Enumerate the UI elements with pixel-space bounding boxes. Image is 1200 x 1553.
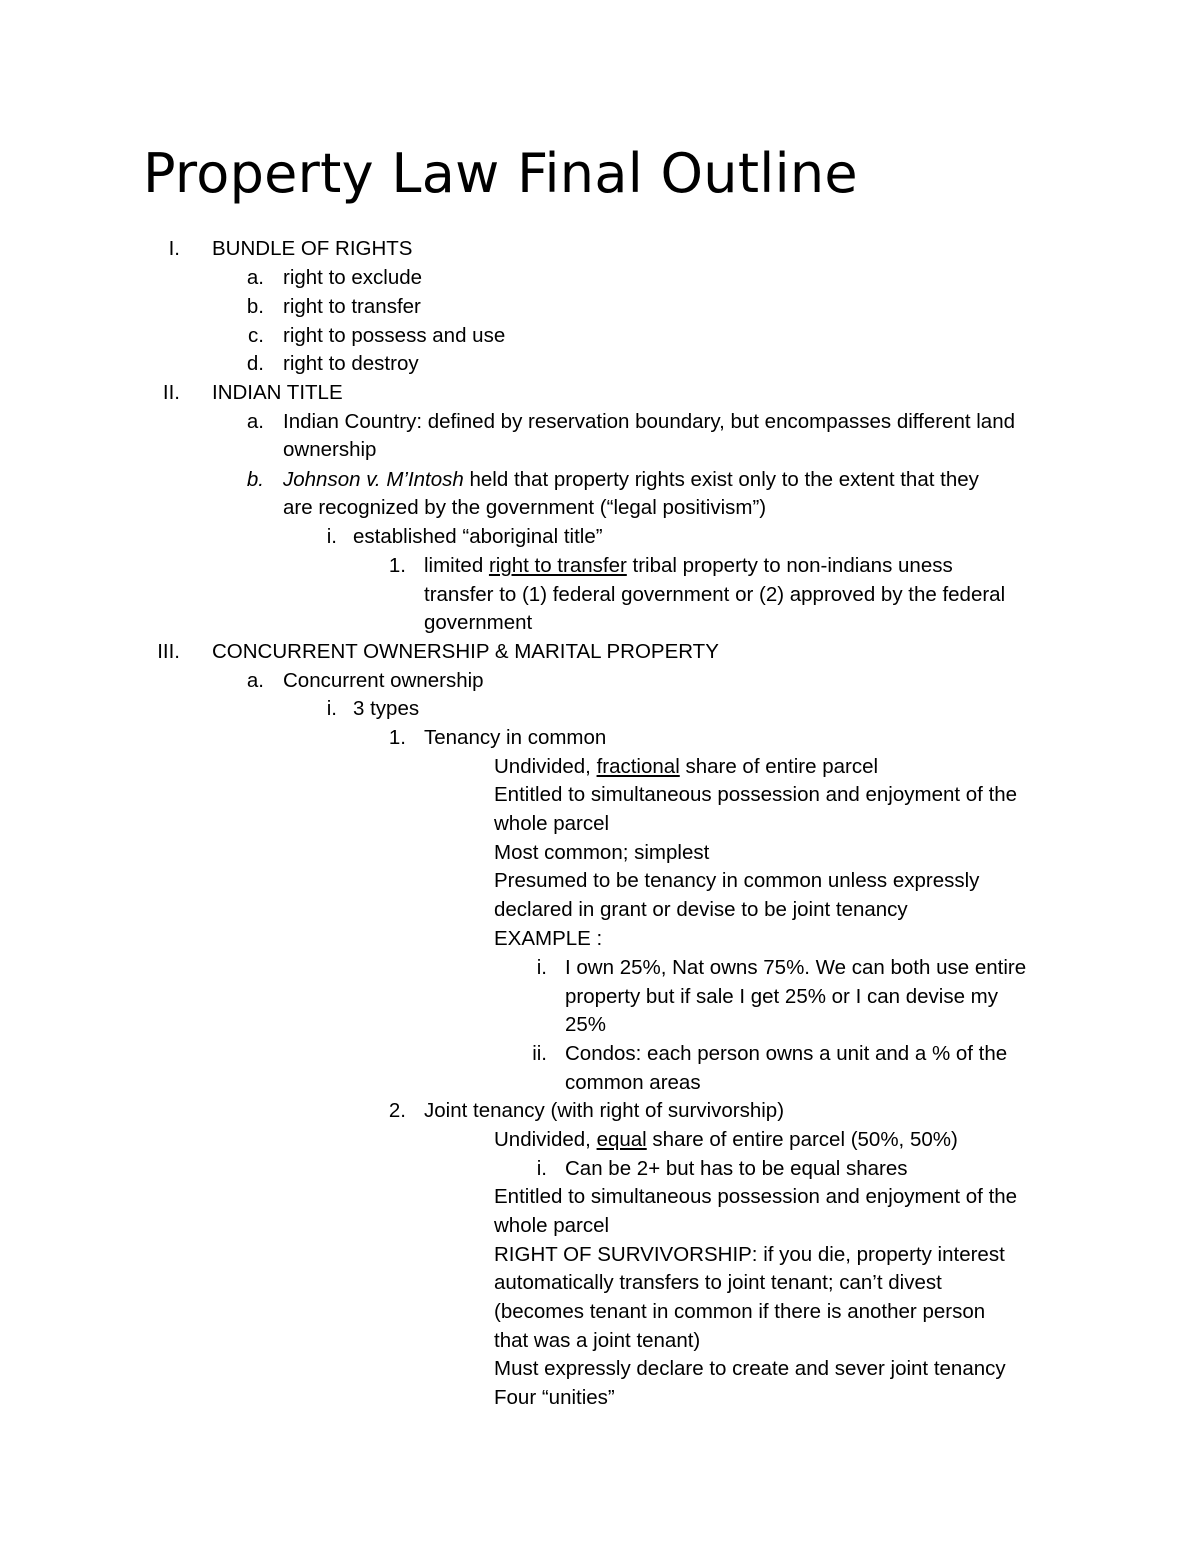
list-marker: 1. <box>388 726 406 749</box>
body-line: that was a joint tenant) <box>494 1329 701 1352</box>
underlined-term: equal <box>596 1128 647 1151</box>
list-item-text: ownership <box>283 438 377 461</box>
body-line: Four “unities” <box>494 1386 615 1409</box>
text-run: Undivided, <box>494 755 597 778</box>
text-run: Undivided, <box>494 1128 597 1151</box>
body-line: whole parcel <box>494 1214 610 1237</box>
text-run: share of entire parcel (50%, 50%) <box>646 1128 958 1151</box>
list-marker: a. <box>246 266 264 289</box>
list-item-text: Condos: each person owns a unit and a % of the <box>565 1042 1008 1065</box>
list-item-text: Can be 2+ but has to be equal shares <box>565 1157 908 1180</box>
list-item-text: established “aboriginal title” <box>353 525 603 548</box>
body-line: Must expressly declare to create and sever joint tenancy <box>494 1357 1006 1380</box>
list-marker: 2. <box>388 1099 406 1122</box>
text-run: share of entire parcel <box>679 755 879 778</box>
list-item: right to transfer <box>283 295 421 318</box>
list-marker: i. <box>536 956 547 979</box>
body-line: RIGHT OF SURVIVORSHIP: if you die, property interest <box>494 1243 1005 1266</box>
body-line: whole parcel <box>494 812 610 835</box>
section-heading: BUNDLE OF RIGHTS <box>212 237 413 260</box>
section-marker: I. <box>168 237 180 260</box>
list-marker: i. <box>536 1157 547 1180</box>
list-marker: a. <box>246 410 264 433</box>
list-marker: d. <box>246 352 264 375</box>
case-holding: held that property rights exist only to the extent that they <box>463 468 979 491</box>
list-marker: ii. <box>532 1042 547 1065</box>
list-item-text <box>283 466 979 495</box>
list-item: right to destroy <box>283 352 419 375</box>
list-marker: b. <box>246 295 264 318</box>
list-marker: b. <box>246 468 264 491</box>
body-line: Most common; simplest <box>494 841 710 864</box>
list-item-text: 3 types <box>353 697 420 720</box>
text-run: tribal property to non-indians uness <box>626 554 953 577</box>
case-name: Johnson v. M’Intosh <box>283 468 464 491</box>
section-marker: II. <box>162 381 180 404</box>
document-title: Property Law Final Outline <box>143 142 858 205</box>
section-heading: INDIAN TITLE <box>212 381 343 404</box>
list-item: right to exclude <box>283 266 423 289</box>
body-line: Presumed to be tenancy in common unless expressly <box>494 869 980 892</box>
section-heading: CONCURRENT OWNERSHIP & MARITAL PROPERTY <box>212 640 719 663</box>
list-marker: i. <box>326 697 337 720</box>
body-line: (becomes tenant in common if there is another person <box>494 1300 986 1323</box>
list-item: right to possess and use <box>283 324 506 347</box>
list-item-text: property but if sale I get 25% or I can devise my <box>565 985 998 1008</box>
list-item-text <box>424 552 953 581</box>
list-marker: c. <box>248 324 264 347</box>
body-line: Entitled to simultaneous possession and enjoyment of the <box>494 783 1018 806</box>
list-marker: a. <box>246 669 264 692</box>
body-line <box>494 1126 958 1155</box>
list-item-text: I own 25%, Nat owns 75%. We can both use entire <box>565 956 1027 979</box>
list-marker: 1. <box>388 554 406 577</box>
list-item-heading: Tenancy in common <box>424 726 607 749</box>
underlined-term: right to transfer <box>488 554 627 577</box>
body-line: declared in grant or devise to be joint tenancy <box>494 898 908 921</box>
list-item-text: are recognized by the government (“legal positivism”) <box>283 496 767 519</box>
list-marker: i. <box>326 525 337 548</box>
text-run: limited <box>424 554 489 577</box>
list-item-text: government <box>424 611 533 634</box>
body-line: EXAMPLE : <box>494 927 603 950</box>
list-item-text: Indian Country: defined by reservation boundary, but encompasses different land <box>283 410 1016 433</box>
list-item-heading: Joint tenancy (with right of survivorship) <box>424 1099 785 1122</box>
body-line: Entitled to simultaneous possession and enjoyment of the <box>494 1185 1018 1208</box>
list-item-text: common areas <box>565 1071 701 1094</box>
section-marker: III. <box>157 640 180 663</box>
list-item-text: transfer to (1) federal government or (2) approved by the federal <box>424 583 1006 606</box>
body-line <box>494 753 878 782</box>
underlined-term: fractional <box>596 755 680 778</box>
list-item-text: 25% <box>565 1013 607 1036</box>
list-item-text: Concurrent ownership <box>283 669 484 692</box>
body-line: automatically transfers to joint tenant; can’t divest <box>494 1271 942 1294</box>
